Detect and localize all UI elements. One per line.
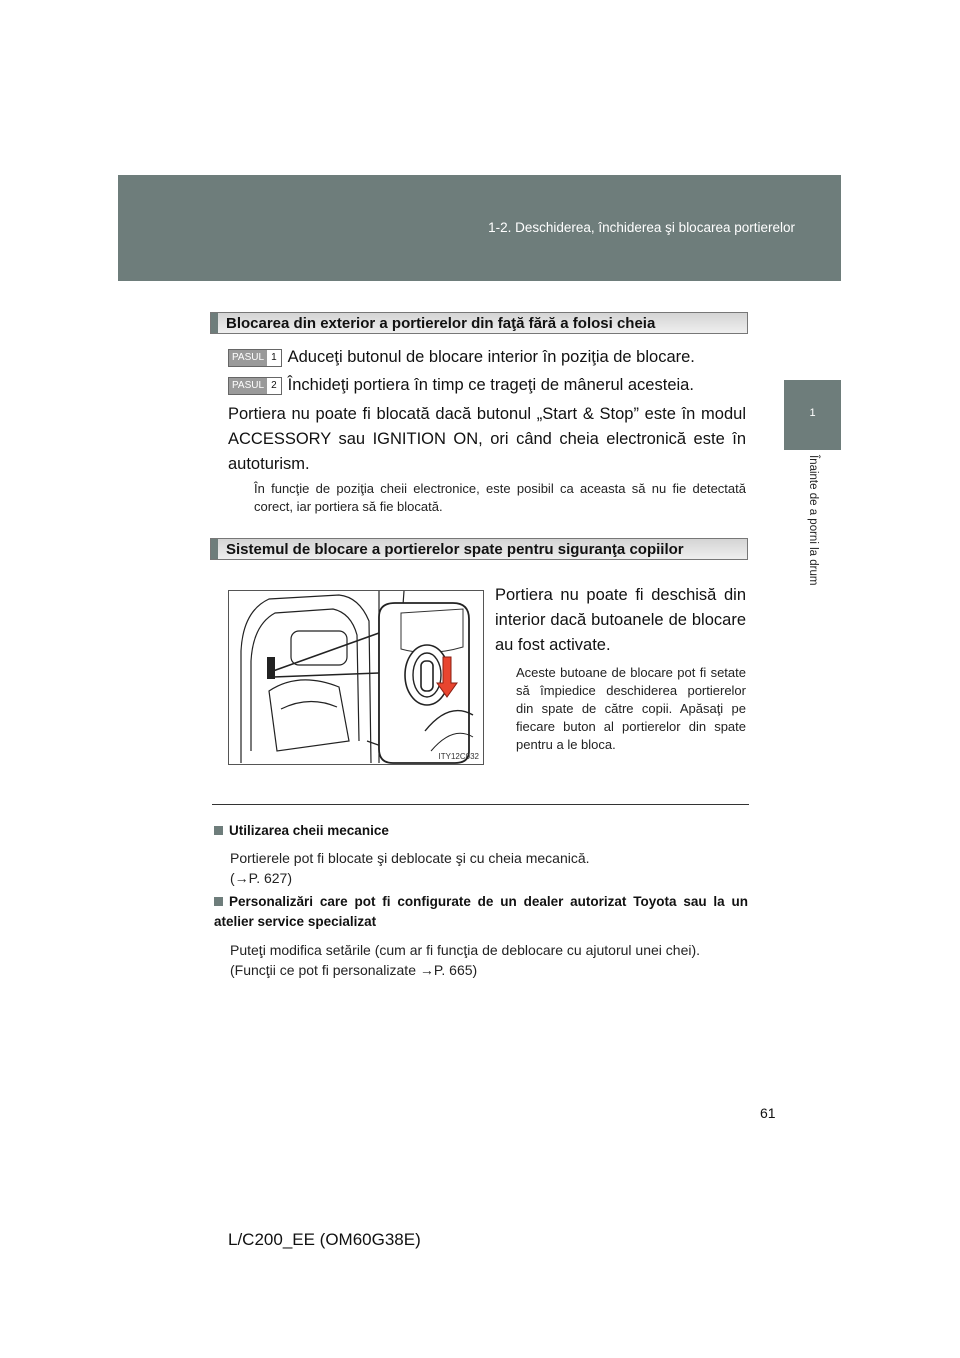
heading-accent-bar (211, 313, 218, 333)
chapter-side-title: Înainte de a porni la drum (807, 455, 819, 586)
child-lock-illustration (228, 590, 484, 765)
section-heading-child-lock (210, 538, 748, 560)
section2-note: Aceste butoane de blocare pot fi setate să împiedice deschiderea portierelor din spate de către copii. Apăsaţi pe fiecare buton al portierelor din spate pentru a le bloca. (516, 665, 746, 752)
step-badge: PASUL 2 (228, 377, 282, 395)
section-heading-exterior-lock (210, 312, 748, 334)
step-text: Închideţi portiera în timp ce trageţi de mânerul acesteia. (287, 376, 694, 394)
model-code: L/C200_EE (OM60G38E) (228, 1230, 421, 1249)
figure-id: ITY12C032 (438, 752, 479, 761)
info-heading-customization: Personalizări care pot fi configurate de un dealer autorizat Toyota sau la un atelier service specializat (214, 894, 748, 929)
page-number: 61 (760, 1105, 776, 1121)
step-text: Aduceţi butonul de blocare interior în poziţia de blocare. (287, 348, 695, 366)
chapter-number: 1 (809, 407, 816, 419)
rear-door-drawing (229, 591, 483, 764)
step-2 (228, 376, 694, 395)
chapter-section-title: 1-2. Deschiderea, închiderea şi blocarea portierelor (488, 220, 795, 235)
section1-note: În funcţie de poziţia cheii electronice, este posibil ca aceasta să nu fie detectată corect, iar portiera să fie blocată. (254, 481, 746, 514)
section1-paragraph: Portiera nu poate fi blocată dacă butonul „Start & Stop” este în modul ACCESSORY sau IGNITION ON, ori când cheia electronică este în autoturism. (228, 405, 746, 473)
info-body-mechanical-key: Portierele pot fi blocate şi deblocate şi cu cheia mecanică. (→P. 627) (230, 850, 590, 886)
step-1 (228, 348, 695, 367)
info-body-customization: Puteţi modifica setările (cum ar fi funcţia de deblocare cu ajutorul unei chei). (Funcţii ce pot fi personalizate →P. 665) (230, 942, 701, 978)
bullet-square (214, 826, 223, 835)
heading-accent-bar (211, 539, 218, 559)
section-heading-text: Blocarea din exterior a portierelor din faţă fără a folosi cheia (226, 314, 656, 332)
bullet-square (214, 897, 223, 906)
section-heading-text: Sistemul de blocare a portierelor spate pentru siguranţa copiilor (226, 540, 684, 558)
divider (212, 804, 749, 805)
section2-paragraph: Portiera nu poate fi deschisă din interior dacă butoanele de blocare au fost activate. (495, 586, 746, 654)
step-badge: PASUL 1 (228, 349, 282, 367)
info-heading-mechanical-key: Utilizarea cheii mecanice (214, 821, 748, 841)
